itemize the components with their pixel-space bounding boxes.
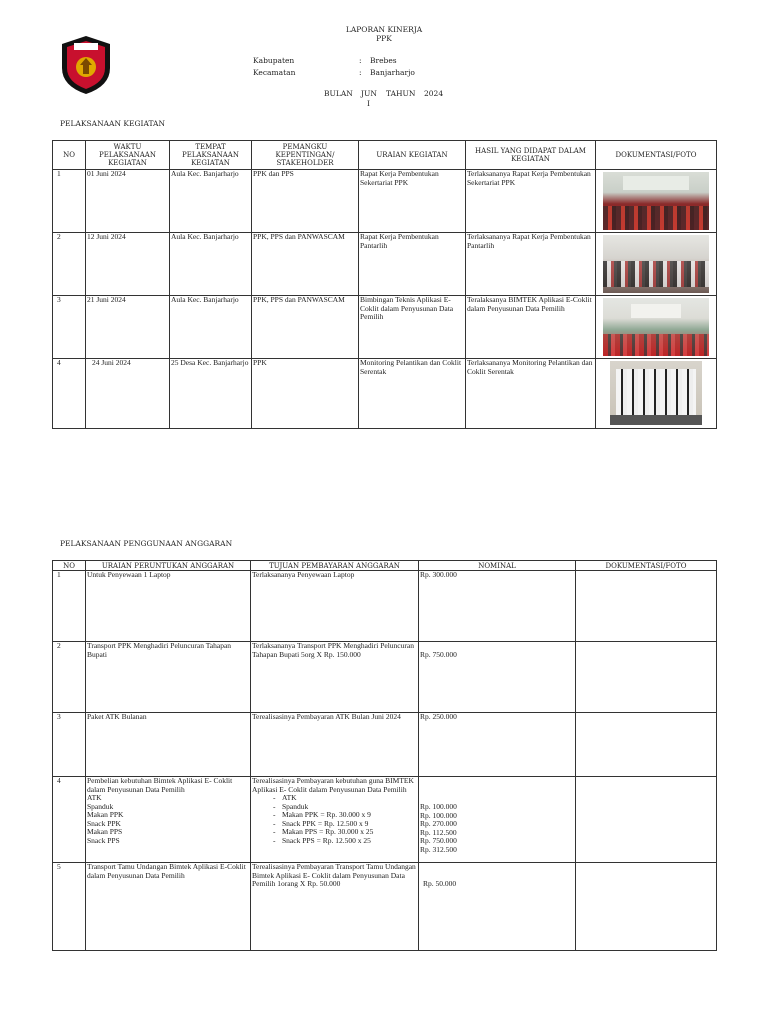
tahun-value: 2024 (424, 89, 444, 98)
cost-item: - Snack PPK = Rp. 12.500 x 9 (262, 820, 417, 829)
col-uraian-peruntukan: URAIAN PERUNTUKAN ANGGARAN (86, 561, 251, 571)
photo-bimtek (603, 298, 709, 356)
nominal-item: Rp. 112.500 (420, 827, 457, 837)
row-uraian: Untuk Penyewaan 1 Laptop (86, 571, 251, 642)
row-foto (576, 571, 717, 642)
uraian-item: Spanduk (87, 801, 114, 811)
col-uraian: URAIAN KEGIATAN (359, 141, 466, 170)
uraian-item: Snack PPK (87, 818, 121, 828)
row-hasil: Terlaksananya Monitoring Pelantikan dan Coklit Serentak (466, 359, 596, 429)
photo-meeting-2 (603, 235, 709, 293)
cost-item: - ATK (262, 794, 417, 803)
cost-list (252, 794, 417, 845)
row-no: 4 (53, 359, 86, 429)
row-pemangku: PPK dan PPS (252, 170, 359, 233)
row-uraian: Transport PPK Menghadiri Peluncuran Tahapan Bupati (86, 642, 251, 713)
row-tempat: 25 Desa Kec. Banjarharjo (170, 359, 252, 429)
row-uraian: Monitoring Pelantikan dan Coklit Serentak (359, 359, 466, 429)
row-hasil: Teralaksanya BIMTEK Aplikasi E-Coklit dalam Penyusunan Data Pemilih (466, 296, 596, 359)
col-dokumentasi: DOKUMENTASI/FOTO (576, 561, 717, 571)
row-waktu: 21 Juni 2024 (86, 296, 170, 359)
table-row (53, 713, 717, 777)
row-no: 3 (53, 296, 86, 359)
row-waktu: 24 Juni 2024 (86, 359, 170, 429)
cost-item: - Snack PPS = Rp. 12.500 x 25 (262, 837, 417, 846)
kabupaten-row (253, 56, 294, 65)
uraian-item: Snack PPS (87, 835, 120, 845)
row-nominal (419, 642, 576, 713)
row-foto (576, 642, 717, 713)
bulan-label: BULAN (324, 89, 353, 98)
row-no: 2 (53, 642, 86, 713)
row-foto (576, 777, 717, 863)
table-row (53, 571, 717, 642)
row-uraian (86, 777, 251, 863)
bulan-value-2: I (367, 99, 370, 108)
table-row (53, 642, 717, 713)
col-dokumentasi: DOKUMENTASI/FOTO (596, 141, 717, 170)
kabupaten-value: Brebes (370, 56, 397, 65)
row-no: 3 (53, 713, 86, 777)
row-tujuan: Terealisasinya Pembayaran ATK Bulan Juni 2024 (251, 713, 419, 777)
kecamatan-colon: : (359, 68, 362, 77)
tujuan-text: Terealisasinya Pembayaran kebutuhan guna BIMTEK Aplikasi E- Coklit dalam Penyusunan Data Pemilih (252, 776, 414, 794)
row-uraian: Transport Tamu Undangan Bimtek Aplikasi E-Coklit dalam Penyusunan Data Pemilih (86, 863, 251, 951)
title-line-1: LAPORAN KINERJA (345, 25, 423, 34)
row-no: 4 (53, 777, 86, 863)
cost-item: - Spanduk (262, 803, 417, 812)
row-no: 1 (53, 170, 86, 233)
row-foto (576, 863, 717, 951)
row-waktu: 12 Juni 2024 (86, 233, 170, 296)
cost-item: - Makan PPS = Rp. 30.000 x 25 (262, 828, 417, 837)
nominal-item: Rp. 100.000 (420, 810, 457, 820)
cost-item: - Makan PPK = Rp. 30.000 x 9 (262, 811, 417, 820)
col-no: NO (53, 141, 86, 170)
row-nominal (419, 777, 576, 863)
nominal-value: Rp. 50.000 (423, 879, 457, 888)
col-hasil: HASIL YANG DIDAPAT DALAM KEGIATAN (466, 141, 596, 170)
kegiatan-header-row (53, 141, 717, 170)
nominal-item: Rp. 312.500 (420, 844, 457, 854)
bulan-value: JUN (361, 89, 377, 98)
kegiatan-table (52, 140, 717, 429)
row-tujuan: Terlaksananya Transport PPK Menghadiri Peluncuran Tahapan Bupati 5org X Rp. 150.000 (251, 642, 419, 713)
row-uraian: Rapat Kerja Pembentukan Pantarlih (359, 233, 466, 296)
row-nominal: Rp. 300.000 (419, 571, 576, 642)
kecamatan-value: Banjarharjo (370, 68, 415, 77)
row-tujuan: Terealisasinya Pembayaran Transport Tamu Undangan Bimtek Aplikasi E- Coklit dalam Penyusunan Data Pemilih 1orang X Rp. 50.000 (251, 863, 419, 951)
ppk-logo (58, 34, 114, 96)
table-row (53, 359, 717, 429)
row-pemangku: PPK, PPS dan PANWASCAM (252, 296, 359, 359)
row-foto (596, 233, 717, 296)
col-no: NO (53, 561, 86, 571)
anggaran-table (52, 560, 717, 951)
table-row (53, 296, 717, 359)
photo-monitoring (610, 361, 702, 425)
table-row (53, 777, 717, 863)
nominal-item: Rp. 100.000 (420, 802, 457, 811)
row-waktu: 01 Juni 2024 (86, 170, 170, 233)
row-tujuan: Terlaksananya Penyewaan Laptop (251, 571, 419, 642)
row-pemangku: PPK, PPS dan PANWASCAM (252, 233, 359, 296)
table-row (53, 863, 717, 951)
row-nominal (419, 863, 576, 951)
row-nominal: Rp. 250.000 (419, 713, 576, 777)
row-tempat: Aula Kec. Banjarharjo (170, 170, 252, 233)
row-tempat: Aula Kec. Banjarharjo (170, 233, 252, 296)
col-nominal: NOMINAL (419, 561, 576, 571)
row-tempat: Aula Kec. Banjarharjo (170, 296, 252, 359)
row-uraian: Paket ATK Bulanan (86, 713, 251, 777)
row-no: 1 (53, 571, 86, 642)
report-title (0, 25, 768, 43)
nominal-item: Rp. 750.000 (420, 836, 457, 845)
anggaran-header-row (53, 561, 717, 571)
kecamatan-label: Kecamatan (253, 68, 296, 77)
col-tempat: TEMPAT PELAKSANAAN KEGIATAN (170, 141, 252, 170)
kabupaten-colon: : (359, 56, 362, 65)
row-tujuan (251, 777, 419, 863)
uraian-item: Makan PPK (87, 810, 124, 819)
row-hasil: Terlaksananya Rapat Kerja Pembentukan Pantarlih (466, 233, 596, 296)
row-foto (576, 713, 717, 777)
col-tujuan: TUJUAN PEMBAYARAN ANGGARAN (251, 561, 419, 571)
col-waktu: WAKTU PELAKSANAAN KEGIATAN (86, 141, 170, 170)
row-pemangku: PPK (252, 359, 359, 429)
section-anggaran-title: PELAKSANAAN PENGGUNAAN ANGGARAN (60, 539, 233, 548)
row-no: 5 (53, 863, 86, 951)
table-row (53, 233, 717, 296)
photo-meeting-1 (603, 172, 709, 230)
row-uraian: Bimbingan Teknis Aplikasi E-Coklit dalam Penyusunan Data Pemilih (359, 296, 466, 359)
row-no: 2 (53, 233, 86, 296)
row-foto (596, 359, 717, 429)
title-line-2: PPK (376, 34, 392, 43)
row-uraian: Rapat Kerja Pembentukan Sekertariat PPK (359, 170, 466, 233)
tahun-label: TAHUN (386, 89, 416, 98)
nominal-item: Rp. 270.000 (420, 819, 457, 828)
section-kegiatan-title: PELAKSANAAN KEGIATAN (60, 119, 166, 128)
row-hasil: Terlaksananya Rapat Kerja Pembentukan Sekertariat PPK (466, 170, 596, 233)
nominal-value: Rp. 750.000 (420, 650, 457, 659)
uraian-text: Pembelian kebutuhan Bimtek Aplikasi E- Coklit dalam Penyusunan Data Pemilih (87, 776, 233, 794)
col-pemangku: PEMANGKU KEPENTINGAN/ STAKEHOLDER (252, 141, 359, 170)
row-foto (596, 170, 717, 233)
kabupaten-label: Kabupaten (253, 56, 295, 65)
uraian-item: ATK (87, 793, 102, 802)
table-row (53, 170, 717, 233)
uraian-item: Makan PPS (87, 827, 123, 836)
row-foto (596, 296, 717, 359)
